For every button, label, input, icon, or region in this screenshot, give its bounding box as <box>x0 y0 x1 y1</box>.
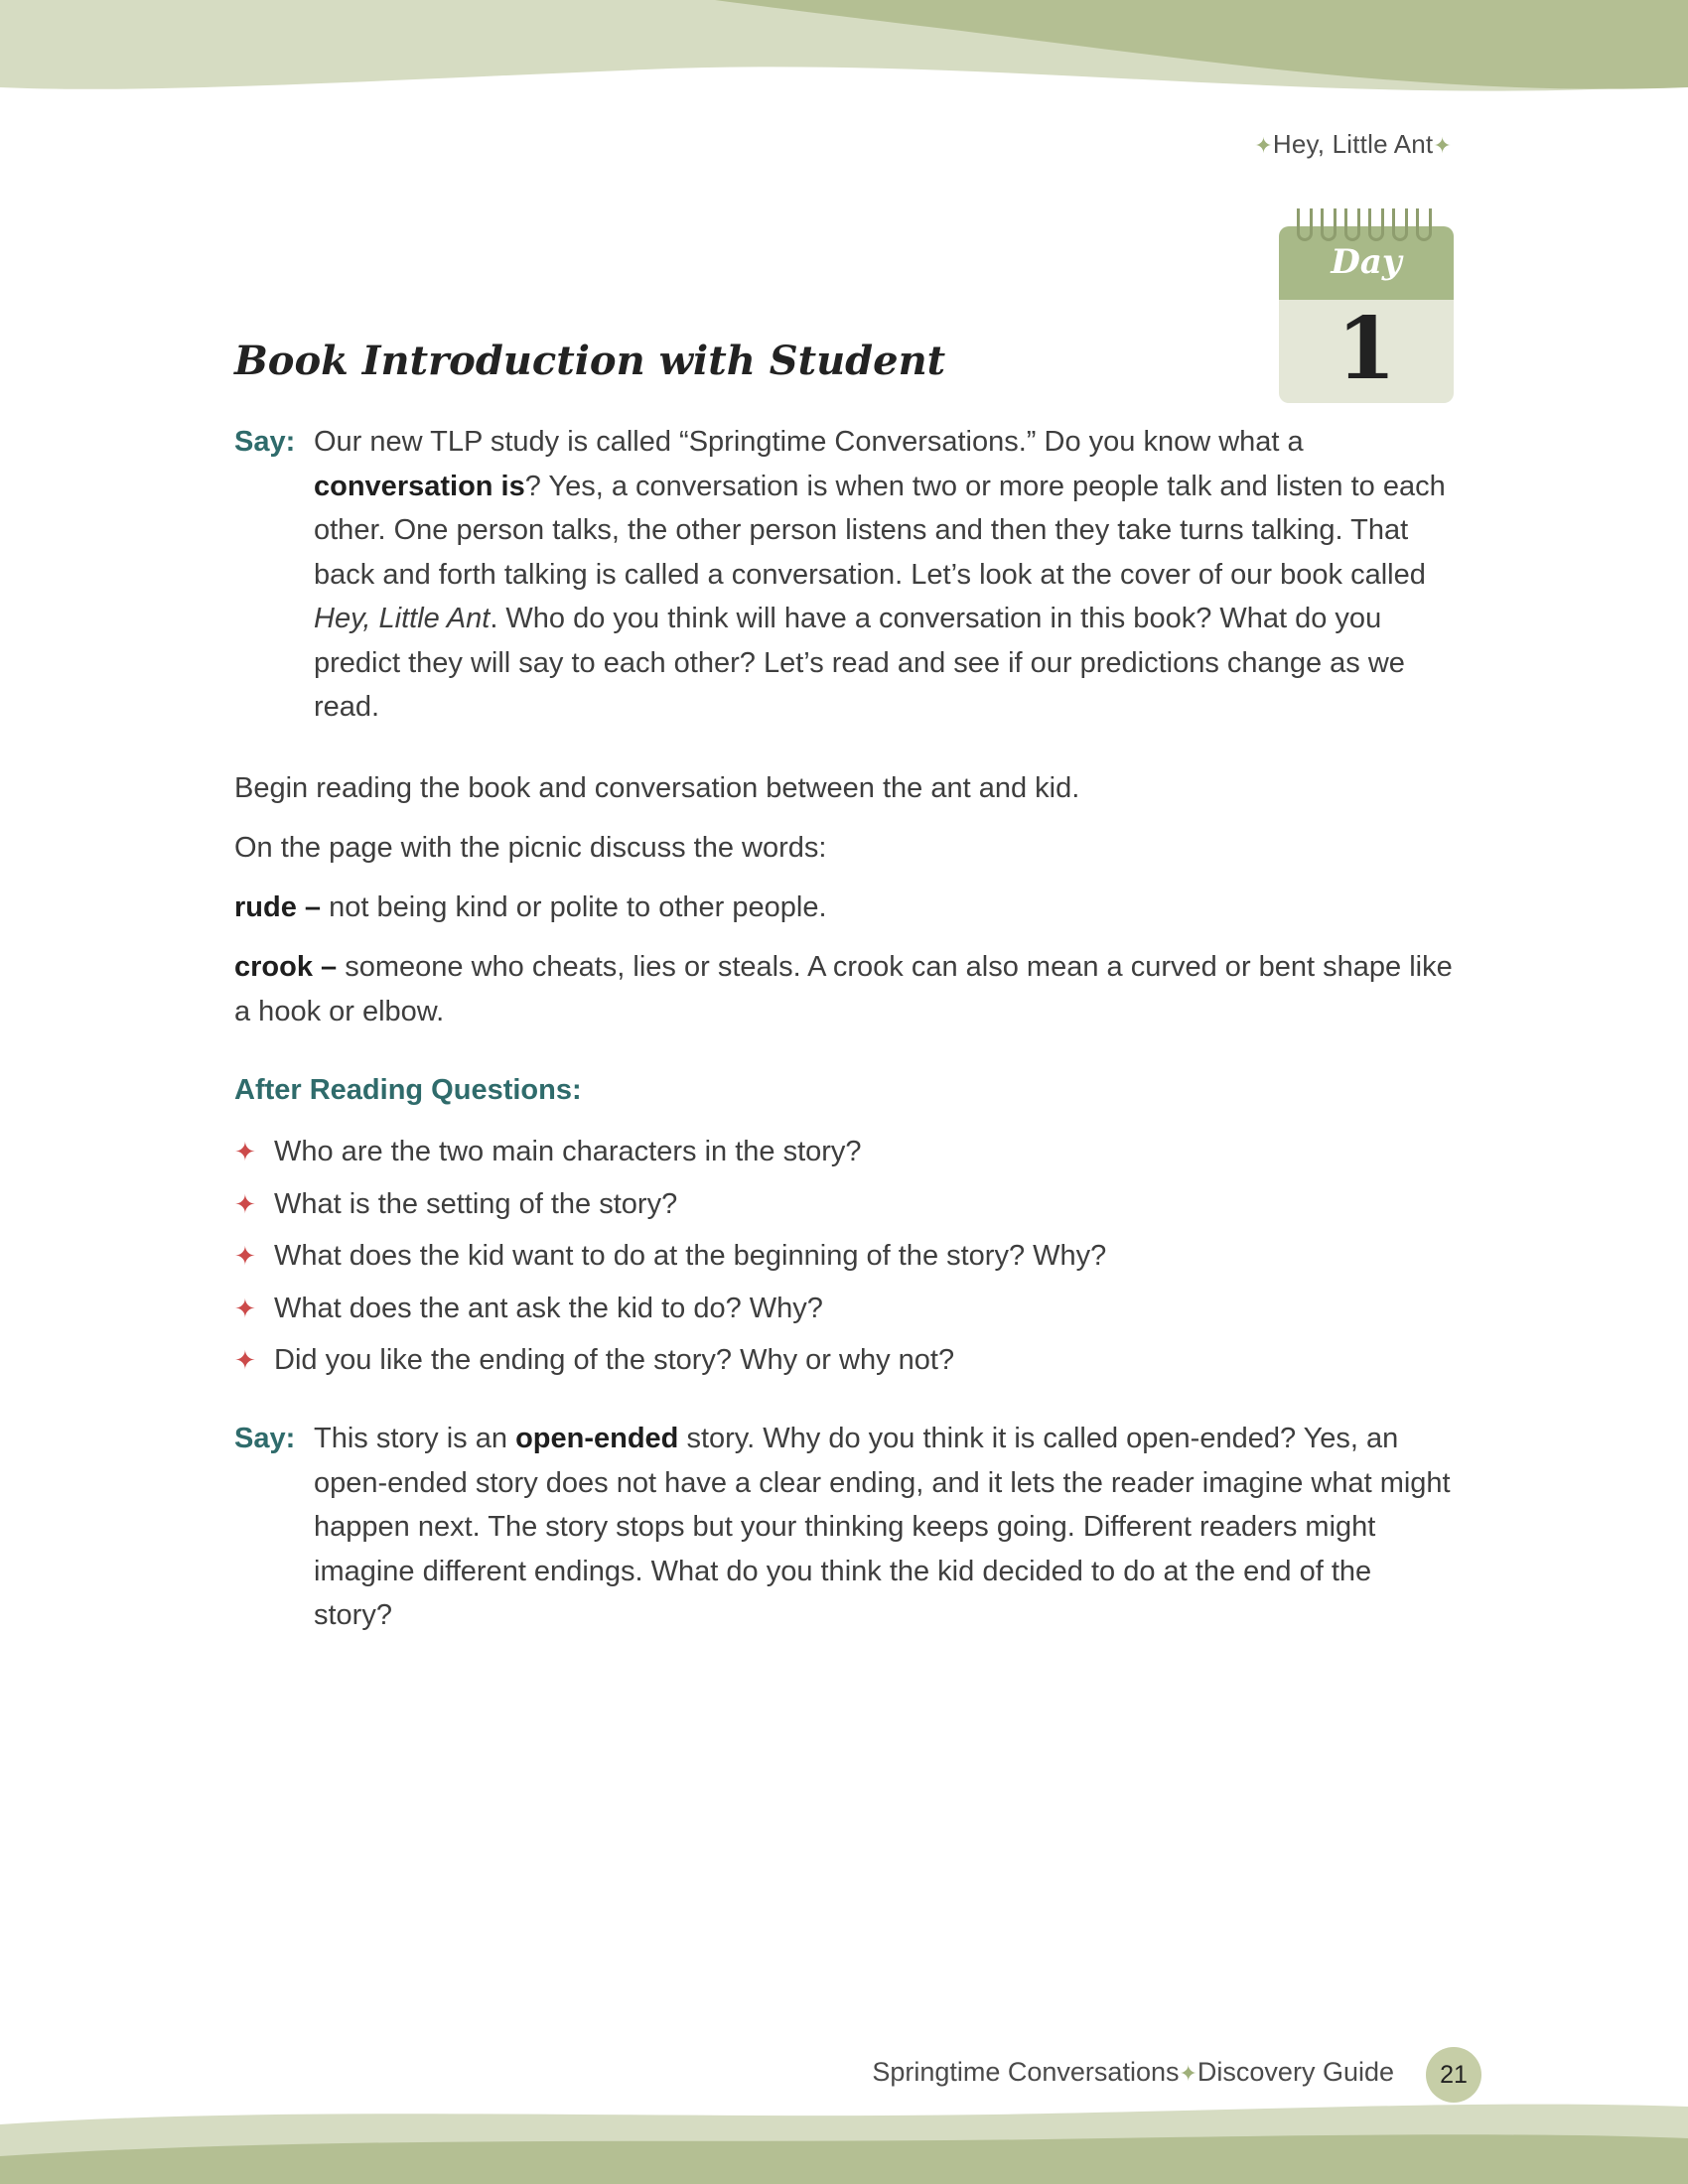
say-block-intro <box>234 420 1456 730</box>
say-text-part: story. Why do you think it is called open-ended? Yes, an open-ended story does not have a clear ending, and it lets the reader imagine what might happen next. The story stops but your thinking keeps going. Different readers might imagine different endings. What do you think the kid decided to do at the end of the story? <box>314 1423 1451 1631</box>
calendar-ring-icon <box>1416 208 1432 241</box>
say-text-part: . Who do you think will have a conversation in this book? What do you predict they will say to each other? Let’s read and see if our predictions change as we read. <box>314 603 1405 723</box>
question-text: Did you like the ending of the story? Why or why not? <box>274 1344 955 1376</box>
page-number: 21 <box>1426 2047 1481 2103</box>
instruction-paragraph: On the page with the picnic discuss the words: <box>234 832 827 864</box>
bold-term: open-ended <box>515 1423 679 1454</box>
list-item <box>234 1178 1456 1231</box>
vocab-term: rude – <box>234 891 322 923</box>
say-label: Say: <box>234 1423 296 1454</box>
top-wave-decoration <box>0 0 1688 109</box>
running-head-text: Hey, Little Ant <box>1272 129 1434 159</box>
bottom-wave-decoration <box>0 2095 1688 2184</box>
calendar-ring-icon <box>1368 208 1384 241</box>
say-text <box>314 1417 1456 1638</box>
list-item <box>234 1230 1456 1283</box>
list-item <box>234 1334 1456 1387</box>
say-text-part: Our new TLP study is called “Springtime Conversations.” Do you know what a <box>314 426 1304 458</box>
question-text: What is the setting of the story? <box>274 1187 678 1220</box>
footer-text: Discovery Guide <box>1196 2057 1394 2087</box>
bold-term: conversation is <box>314 470 525 502</box>
sparkle-icon: ✦ <box>1179 2061 1197 2086</box>
calendar-ring-icon <box>1392 208 1408 241</box>
vocab-definition: not being kind or polite to other people. <box>321 891 827 923</box>
calendar-day-label: Day <box>1331 242 1402 282</box>
star-bullet-icon: ✦ <box>234 1345 256 1375</box>
calendar-day-number: 1 <box>1336 299 1396 399</box>
instruction-paragraph: Begin reading the book and conversation between the ant and kid. <box>234 772 1080 804</box>
book-title: Hey, Little Ant <box>314 603 491 634</box>
sparkle-icon: ✦ <box>1254 133 1273 158</box>
question-text: Who are the two main characters in the story? <box>274 1136 862 1167</box>
running-head <box>1254 129 1452 160</box>
star-bullet-icon: ✦ <box>234 1293 256 1323</box>
question-text: What does the kid want to do at the beginning of the story? Why? <box>274 1240 1107 1272</box>
star-bullet-icon: ✦ <box>234 1241 256 1271</box>
star-bullet-icon: ✦ <box>234 1137 256 1166</box>
vocab-definition: someone who cheats, lies or steals. A crook can also mean a curved or bent shape like a hook or elbow. <box>234 951 1453 1027</box>
question-text: What does the ant ask the kid to do? Why? <box>274 1292 823 1324</box>
say-label: Say: <box>234 426 296 458</box>
footer-text: Springtime Conversations <box>872 2057 1180 2087</box>
say-text <box>314 420 1456 730</box>
sparkle-icon: ✦ <box>1433 133 1452 158</box>
calendar-ring-icon <box>1321 208 1336 241</box>
say-text-part: This story is an <box>314 1423 516 1454</box>
say-text-part: ? Yes, a conversation is when two or more people talk and listen to each other. One person talks, the other person listens and then they take turns talking. That back and forth talking is called a conversation. Let’s look at the cover of our book called <box>314 470 1446 591</box>
list-item <box>234 1126 1456 1178</box>
vocab-term: crook – <box>234 951 338 983</box>
list-item <box>234 1283 1456 1335</box>
questions-heading: After Reading Questions: <box>234 1074 582 1106</box>
vocab-definition-rude <box>234 886 1456 930</box>
section-title: Book Introduction with Student <box>234 338 946 384</box>
footer-title <box>872 2057 1394 2088</box>
vocab-definition-crook <box>234 945 1456 1033</box>
day-calendar-icon <box>1279 208 1454 403</box>
calendar-ring-icon <box>1297 208 1313 241</box>
say-block-open-ended <box>234 1417 1456 1638</box>
star-bullet-icon: ✦ <box>234 1188 256 1219</box>
questions-list <box>234 1126 1456 1387</box>
calendar-ring-icon <box>1344 208 1360 241</box>
